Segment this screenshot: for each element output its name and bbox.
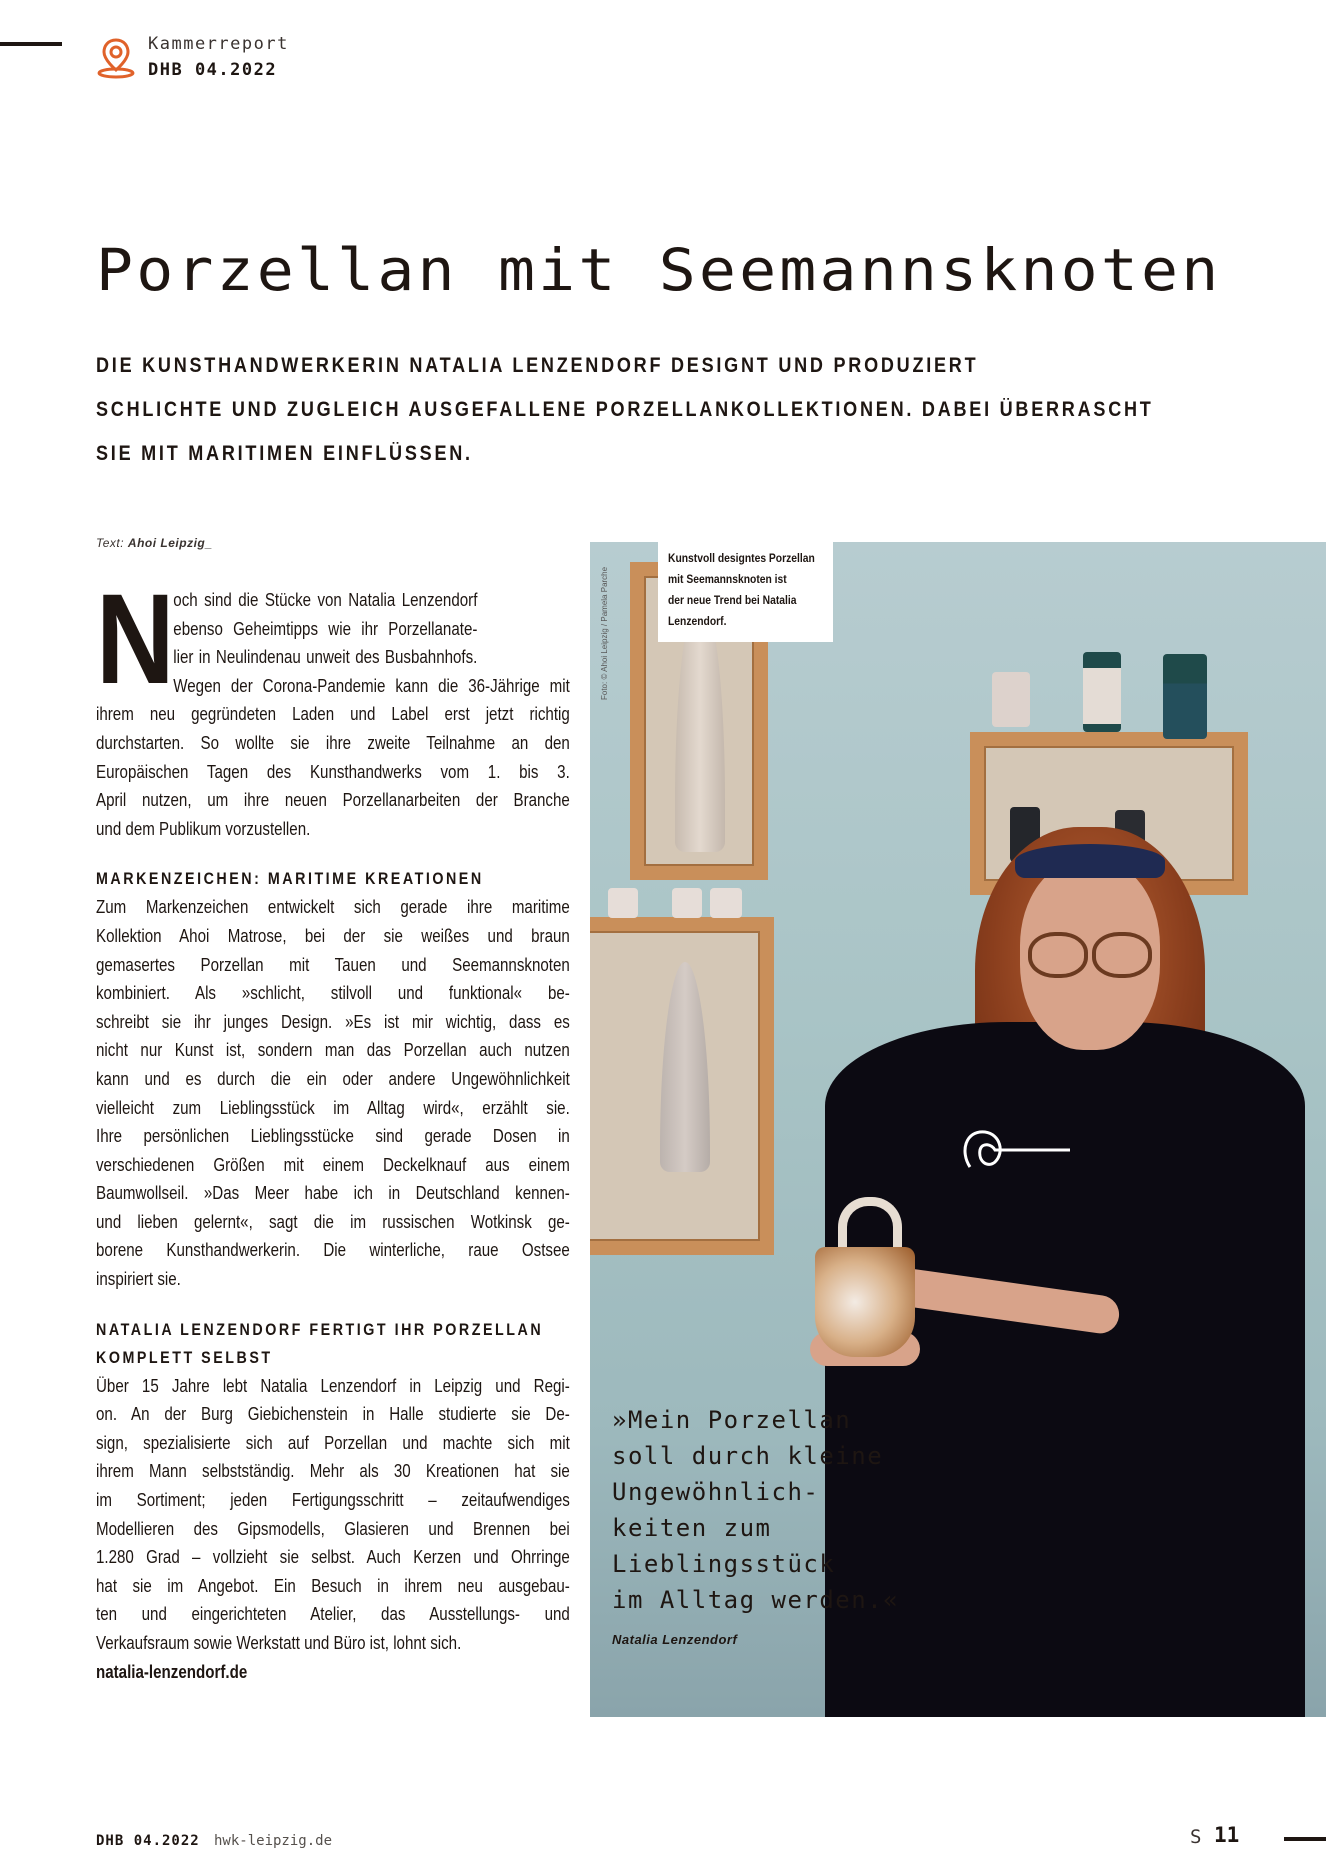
website-link[interactable]: natalia-lenzendorf.de [96, 1661, 248, 1682]
article-lead [96, 344, 1196, 476]
porcelain-vase [1163, 654, 1207, 739]
footer-url[interactable]: hwk-leipzig.de [214, 1833, 333, 1849]
subheading-selbst: NATALIA LENZENDORF FERTIGT IHR PORZELLAN KOMPLETT SELBST [96, 1319, 544, 1367]
section-label: Kammerreport [148, 34, 289, 54]
paragraph-selbst: Über 15 Jahre lebt Natalia Lenzendorf in Leipzig und Regi- on. An der Burg Giebichenstein in Halle studierte sie De- sign, spezialisierte sich auf Porzellan und machte sich mit ihrem Mann selbstständig. Mehr als 30 Kreationen hat sie im Sortiment; jeden Fertigungsschritt – zeitaufwendiges Modellieren des Gipsmodells, Glasieren und Brennen bei 1.280 Grad – vollzieht sie selbst. Auch Kerzen und Ohrringe hat sie im Angebot. Ein Besuch in ihrem neu ausgebau- ten und eingerichteten Atelier, das Ausstellungs- und Verkaufsraum sowie Werkstatt und Büro ist, lohnt sich. natalia-lenzendorf.de [96, 1372, 570, 1687]
byline-label: Text: [96, 536, 125, 550]
plant-pot [992, 672, 1030, 727]
drop-cap: N [96, 568, 175, 711]
page-prefix: S [1190, 1826, 1202, 1848]
intro-paragraph: och sind die Stücke von Natalia Lenzendorf ebenso Geheimtipps wie ihr Porzellanate- lier in Neulindenau unweit des Busbahnhofs. Wegen der Corona-Pandemie kann die 36-Jährige mit ihrem neu gegründeten Laden und Label erst jetzt richtig durchstarten. So wollte sie ihre zweite Teilnahme an den Europäischen Tagen des Kunsthandwerks vom 1. bis 3. April nutzen, um ihre neuen Porzellanarbeiten der Branche und dem Publikum vorzustellen. [96, 590, 570, 839]
paragraph-maritime: Zum Markenzeichen entwickelt sich gerade ihre maritime Kollektion Ahoi Matrose, bei der sie weißes und braun gemasertes Porzellan mit Tauen und Seemannsknoten kombiniert. Als »schlicht, stilvoll und funktional« be- schreibt sie ihr junges Design. »Es ist mir wichtig, dass es nicht nur Kunst ist, sondern man das Porzellan auch nutzen kann und es durch die ein oder andere Ungewöhnlichkeit vielleicht zum Lieblingsstück im Alltag wird«, erzählt sie. Ihre persönlichen Lieblingsstücke sind gerade Dosen in verschiedenen Größen mit einem Deckelknauf aus einem Baumwollseil. »Das Meer habe ich in Deutschland kennen- und lieben gelernt«, sagt die im russischen Wotkinsk ge- borene Kunsthandwerkerin. Die winterliche, raue Ostsee inspiriert sie. [96, 897, 570, 1290]
footer-issue: DHB 04.2022 [96, 1833, 200, 1849]
byline [96, 536, 212, 550]
quote-author: Natalia Lenzendorf [612, 1632, 738, 1647]
photo-caption: Kunstvoll designtes Porzellan mit Seemannsknoten ist der neue Trend bei Natalia Lenzendorf. [658, 542, 833, 642]
photo-credit: Foto: © Ahoi Leipzig / Pamela Parche [600, 566, 609, 700]
location-pin-icon [96, 36, 136, 80]
apron-logo-icon [950, 1122, 1100, 1182]
issue-label: DHB 04.2022 [148, 60, 278, 80]
lead-line: SCHLICHTE UND ZUGLEICH AUSGEFALLENE PORZELLANKOLLEKTIONEN. DABEI ÜBERRASCHT [96, 398, 1154, 421]
subheading-maritime: MARKENZEICHEN: MARITIME KREATIONEN [96, 869, 484, 889]
porcelain-cup [672, 888, 702, 918]
porcelain-cup [710, 888, 742, 918]
article-body [96, 568, 570, 1686]
porcelain-box [815, 1247, 915, 1357]
byline-author: Ahoi Leipzig_ [127, 536, 213, 550]
lead-line: DIE KUNSTHANDWERKERIN NATALIA LENZENDORF DESIGNT UND PRODUZIERT [96, 354, 979, 377]
porcelain-cup [608, 888, 638, 918]
glasses [1028, 932, 1152, 972]
person-headband [1015, 844, 1165, 878]
article-title: Porzellan mit Seemannsknoten [96, 236, 1222, 304]
porcelain-vase [1083, 652, 1121, 732]
page-number: 11 [1214, 1823, 1240, 1847]
footer-rule [1284, 1837, 1326, 1841]
lead-line: SIE MIT MARITIMEN EINFLÜSSEN. [96, 442, 473, 465]
header-rule [0, 42, 62, 46]
pull-quote: »Mein Porzellan soll durch kleine Ungewöhnlich- keiten zum Lieblingsstück im Alltag werden.« [612, 1406, 900, 1614]
article-photo [590, 542, 1326, 1717]
